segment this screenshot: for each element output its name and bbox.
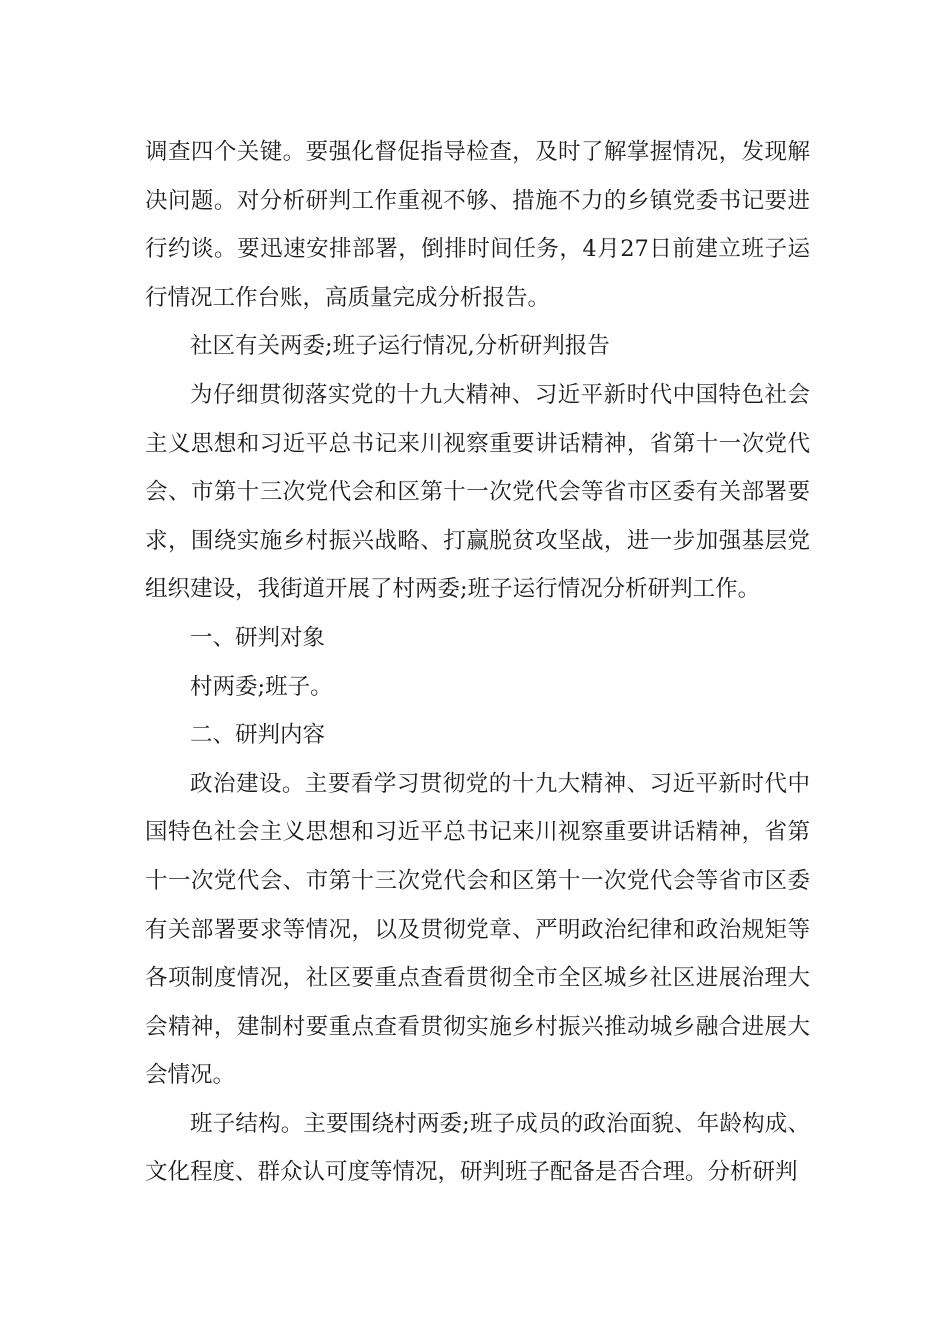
paragraph-continuation: 调查四个关键。要强化督促指导检查，及时了解掌握情况，发现解决问题。对分析研判工作重视不够、措施不力的乡镇党委书记要进行约谈。要迅速安排部署，倒排时间任务，4月27日前建立班子运行情况工作台账，高质量完成分析报告。 [145, 139, 810, 311]
section-heading-object: 一、研判对象 [190, 624, 326, 651]
paragraph-team-structure: 班子结构。主要围绕村两委;班子成员的政治面貌、年龄构成、文化程度、群众认可度等情况，研判班子配备是否合理。分析研判 [145, 1110, 810, 1186]
paragraph-object: 村两委;班子。 [190, 673, 333, 700]
paragraph-intro: 为仔细贯彻落实党的十九大精神、习近平新时代中国特色社会主义思想和习近平总书记来川视察重要讲话精神，省第十一次党代会、市第十三次党代会和区第十一次党代会等省市区委有关部署要求，围绕实施乡村振兴战略、打赢脱贫攻坚战，进一步加强基层党组织建设，我街道开展了村两委;班子运行情况分析研判工作。 [145, 381, 810, 603]
document-body [145, 128, 810, 1197]
paragraph-political-construction: 政治建设。主要看学习贯彻党的十九大精神、习近平新时代中国特色社会主义思想和习近平总书记来川视察重要讲话精神，省第十一次党代会、市第十三次党代会和区第十一次党代会等省市区委有关部署要求等情况，以及贯彻党章、严明政治纪律和政治规矩等各项制度情况，社区要重点查看贯彻全市全区城乡社区进展治理大会精神，建制村要重点查看贯彻实施乡村振兴推动城乡融合进展大会情况。 [145, 770, 810, 1089]
paragraph-heading-report-title: 社区有关两委;班子运行情况,分析研判报告 [190, 333, 610, 360]
section-heading-content: 二、研判内容 [190, 722, 326, 749]
